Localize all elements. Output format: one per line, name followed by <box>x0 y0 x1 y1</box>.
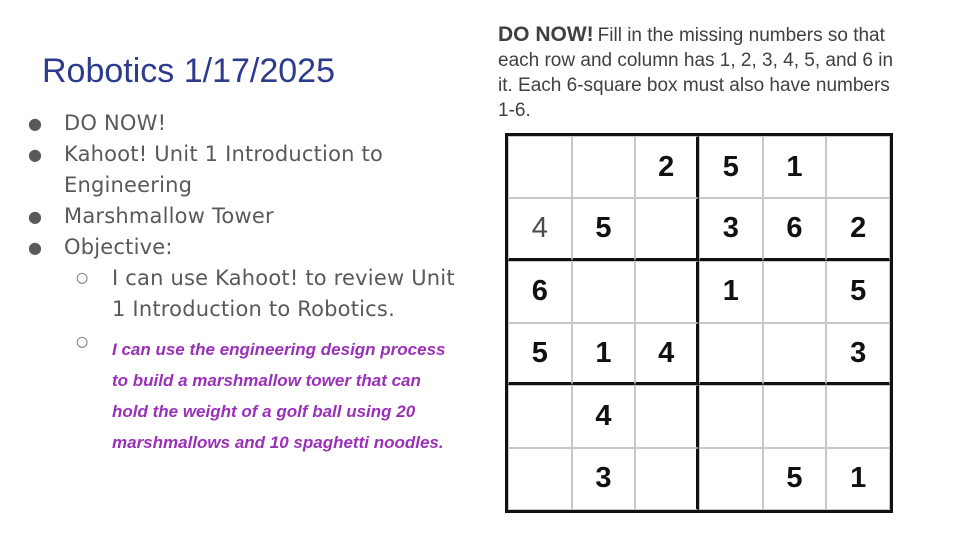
bullet-label: Objective: <box>64 235 173 259</box>
do-now-instructions <box>498 22 908 123</box>
sudoku-cell-r1-c3: 2 <box>635 136 699 198</box>
sudoku-cell-r3-c1: 6 <box>508 261 572 323</box>
sudoku-cell-r1-c6 <box>826 136 890 198</box>
sudoku-cell-r2-c1: 4 <box>508 198 572 260</box>
bullet-list <box>26 108 466 457</box>
sudoku-cell-r6-c2: 3 <box>572 448 636 510</box>
sudoku-cell-r2-c3 <box>635 198 699 260</box>
sudoku-cell-r5-c3 <box>635 385 699 447</box>
sudoku-cell-r4-c6: 3 <box>826 323 890 385</box>
sudoku-grid <box>508 136 890 510</box>
bullet-label: DO NOW! <box>64 111 167 135</box>
sudoku-cell-r2-c4: 3 <box>699 198 763 260</box>
sudoku-cell-r4-c4 <box>699 323 763 385</box>
sudoku-cell-r2-c2: 5 <box>572 198 636 260</box>
do-now-text: Fill in the missing numbers so that each row and column has 1, 2, 3, 4, 5, and 6 in it. Each 6-square box must also have numbers 1-6. <box>498 25 894 121</box>
bullet-dot-icon: ● <box>28 238 43 257</box>
sudoku-cell-r2-c5: 6 <box>763 198 827 260</box>
sudoku-cell-r1-c1 <box>508 136 572 198</box>
bullet-item <box>26 108 466 139</box>
sudoku-cell-r5-c5 <box>763 385 827 447</box>
sudoku-puzzle <box>505 133 893 513</box>
bullet-label: Marshmallow Tower <box>64 204 274 228</box>
bullet-dot-icon: ● <box>28 207 43 226</box>
sudoku-cell-r3-c5 <box>763 261 827 323</box>
bullet-item <box>26 139 466 201</box>
sudoku-cell-r3-c2 <box>572 261 636 323</box>
sudoku-cell-r1-c4: 5 <box>699 136 763 198</box>
do-now-lead: DO NOW! <box>498 23 594 46</box>
sudoku-cell-r6-c4 <box>699 448 763 510</box>
sudoku-cell-r5-c2: 4 <box>572 385 636 447</box>
bullet-ring-icon: ○ <box>76 334 89 350</box>
slide-title: Robotics 1/17/2025 <box>42 52 335 90</box>
sub-bullet-label: I can use Kahoot! to review Unit 1 Introduction to Robotics. <box>112 266 455 321</box>
sudoku-cell-r3-c3 <box>635 261 699 323</box>
sudoku-cell-r5-c6 <box>826 385 890 447</box>
sudoku-cell-r4-c1: 5 <box>508 323 572 385</box>
sudoku-cell-r6-c6: 1 <box>826 448 890 510</box>
bullet-ring-icon: ○ <box>76 270 89 286</box>
bullet-item <box>26 232 466 263</box>
bullet-label: Kahoot! Unit 1 Introduction to Engineering <box>64 142 383 197</box>
sudoku-cell-r1-c2 <box>572 136 636 198</box>
sub-bullet-item <box>26 263 466 325</box>
sudoku-cell-r4-c3: 4 <box>635 323 699 385</box>
sudoku-cell-r3-c4: 1 <box>699 261 763 323</box>
sudoku-cell-r3-c6: 5 <box>826 261 890 323</box>
objective-highlight-text: I can use the engineering design process to build a marshmallow tower that can hold the weight of a golf ball using 20 marshmallows and 10 spaghetti noodles. <box>112 340 446 452</box>
bullet-dot-icon: ● <box>28 114 43 133</box>
sudoku-cell-r4-c5 <box>763 323 827 385</box>
sub-bullet-item-highlight <box>26 333 466 457</box>
sudoku-cell-r5-c4 <box>699 385 763 447</box>
sudoku-cell-r1-c5: 1 <box>763 136 827 198</box>
sudoku-cell-r6-c3 <box>635 448 699 510</box>
bullet-item <box>26 201 466 232</box>
sudoku-cell-r2-c6: 2 <box>826 198 890 260</box>
bullet-dot-icon: ● <box>28 145 43 164</box>
sudoku-cell-r4-c2: 1 <box>572 323 636 385</box>
sudoku-cell-r6-c1 <box>508 448 572 510</box>
sudoku-cell-r5-c1 <box>508 385 572 447</box>
sudoku-cell-r6-c5: 5 <box>763 448 827 510</box>
